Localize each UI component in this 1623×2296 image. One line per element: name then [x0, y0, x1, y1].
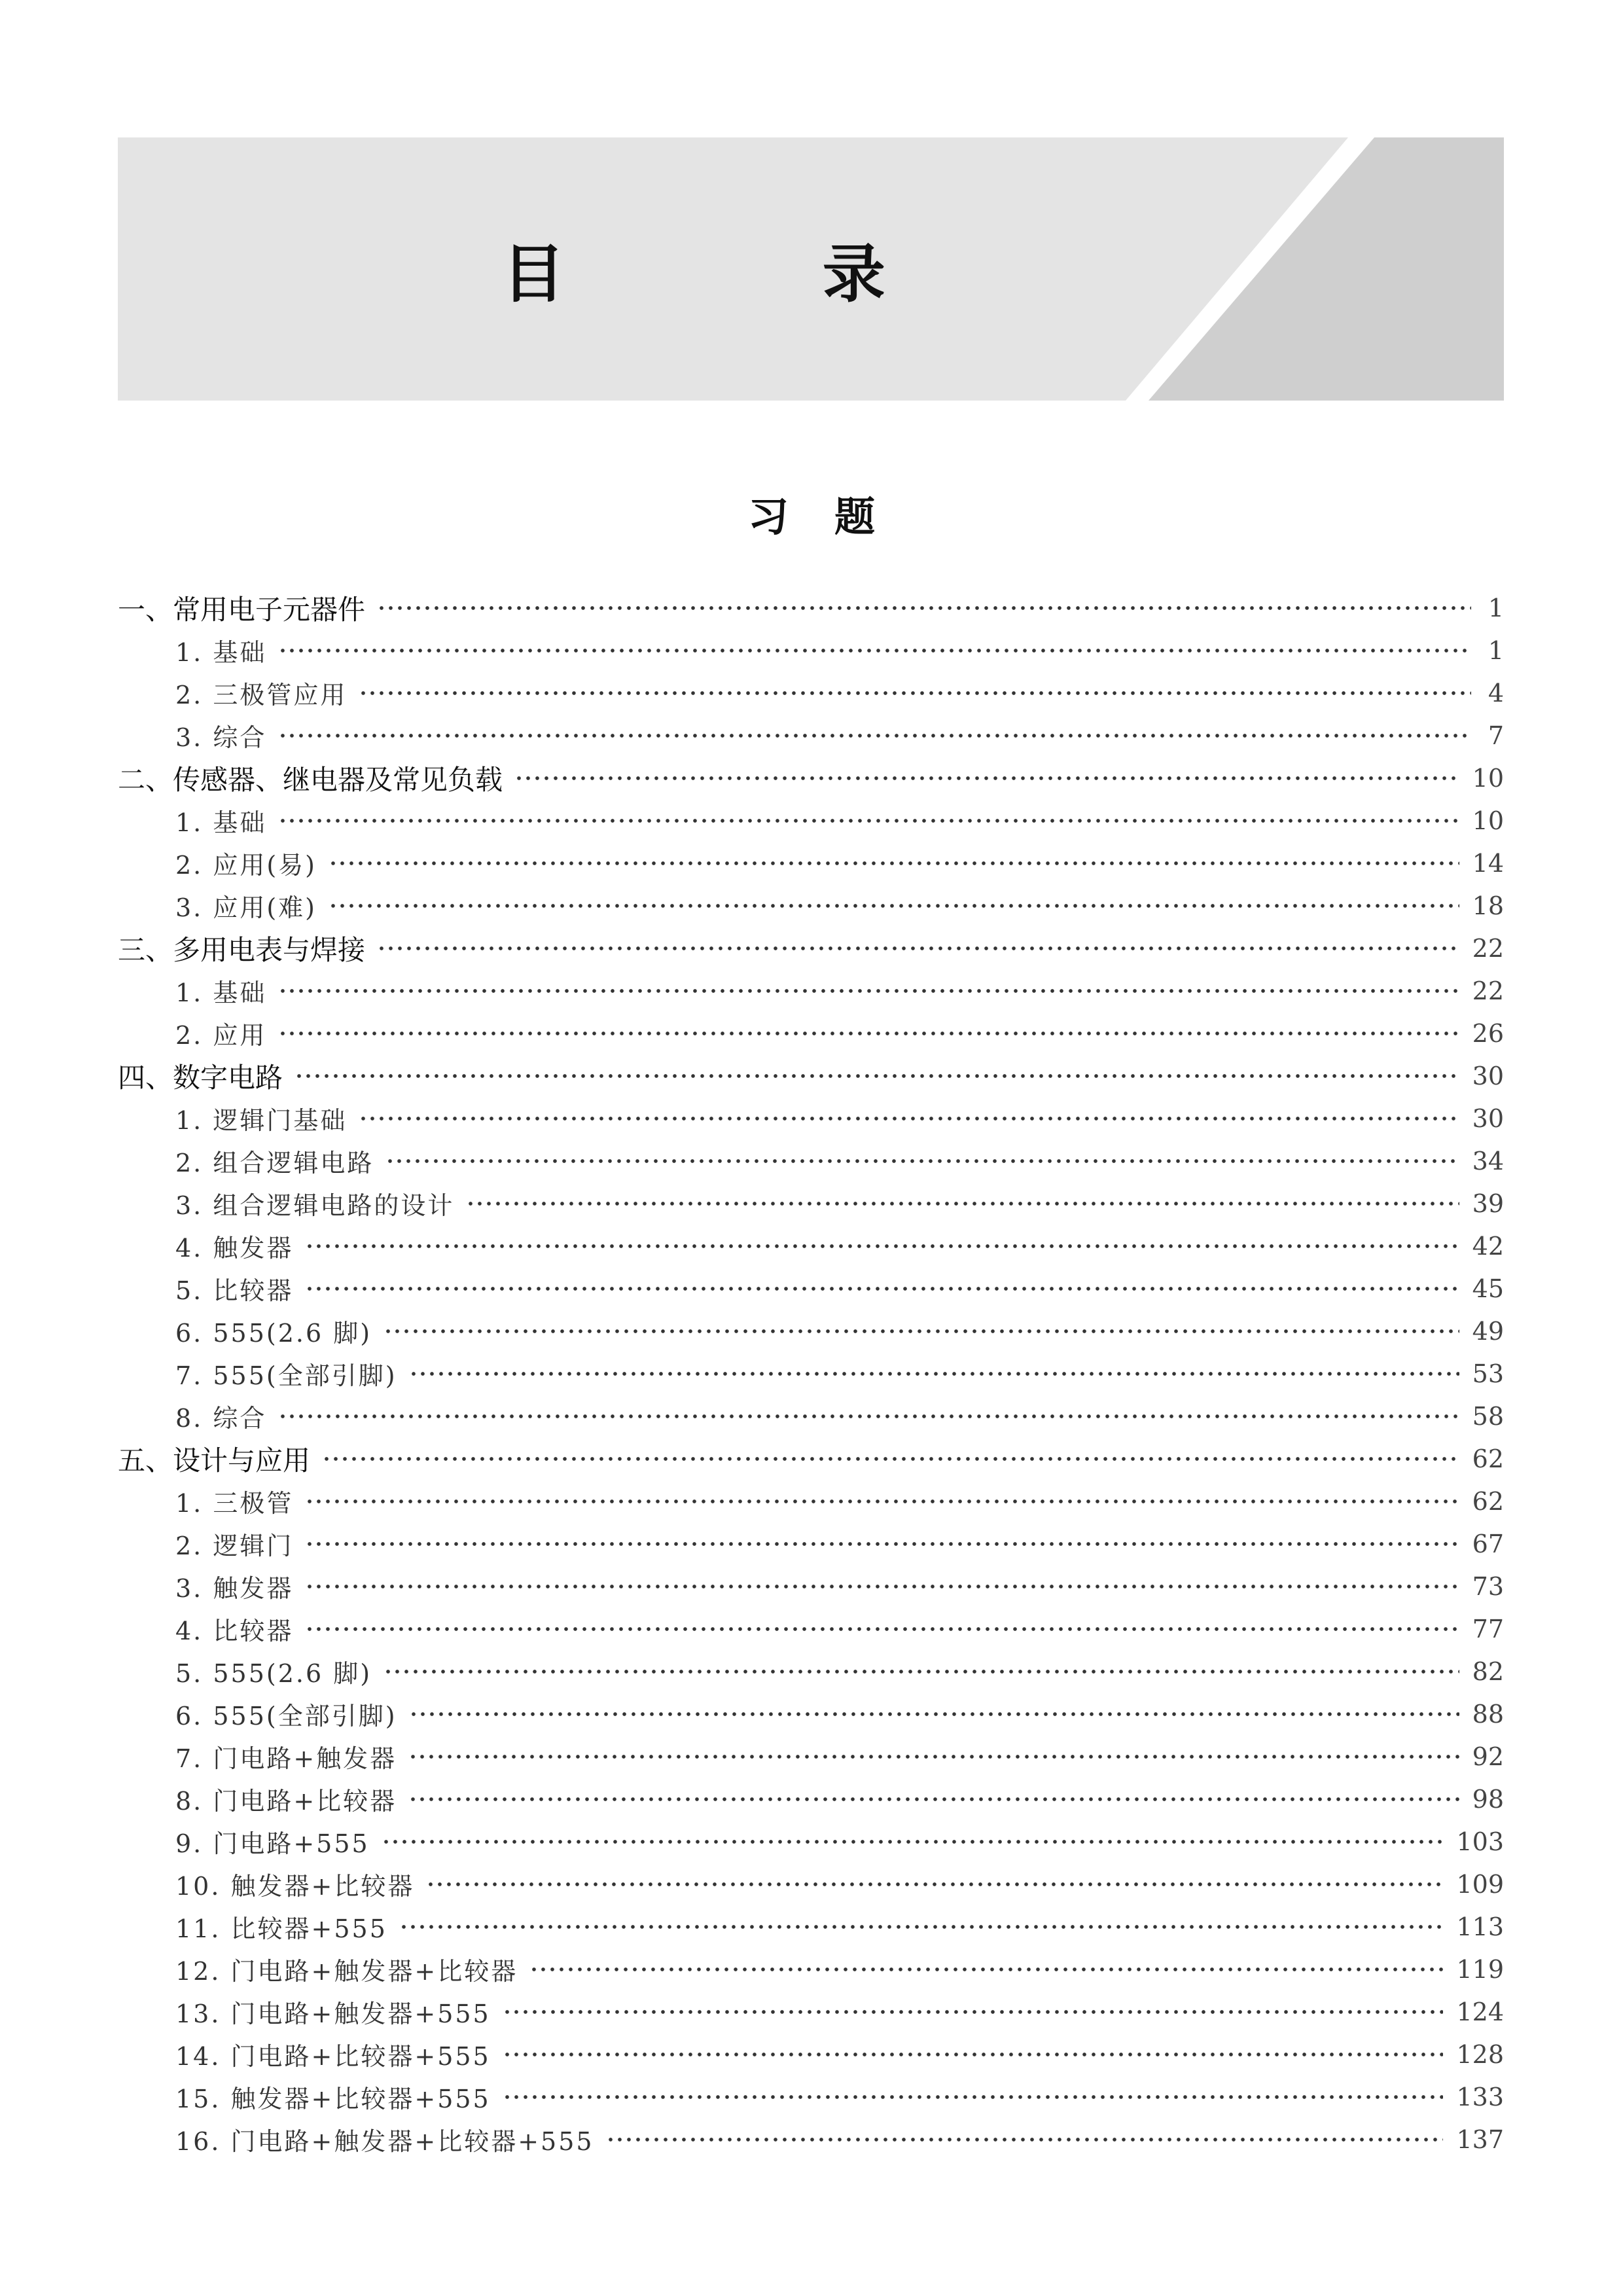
toc-entry-page-number: 18 — [1472, 891, 1504, 920]
toc-entry[interactable] — [118, 1990, 1504, 2033]
toc-entry[interactable] — [118, 1948, 1504, 1990]
toc-entry[interactable] — [118, 1522, 1504, 1565]
dot-leader — [503, 2094, 1444, 2100]
toc-entry-label: 3. 组合逻辑电路的设计 — [175, 1191, 455, 1220]
toc-entry-page-number: 53 — [1472, 1359, 1504, 1388]
toc-entry-page-number: 39 — [1472, 1189, 1504, 1218]
toc-entry-label: 一、常用电子元器件 — [118, 593, 366, 626]
toc-entry-page-number: 88 — [1472, 1699, 1504, 1729]
dot-leader — [322, 1456, 1459, 1462]
toc-entry[interactable] — [118, 1905, 1504, 1948]
toc-entry-label: 1. 基础 — [175, 978, 267, 1007]
toc-entry-page-number: 30 — [1472, 1103, 1504, 1133]
toc-entry-label: 1. 基础 — [175, 638, 267, 667]
dot-leader — [278, 732, 1471, 739]
toc-entry[interactable] — [118, 2075, 1504, 2118]
toc-chapter-entry[interactable] — [118, 1437, 1504, 1480]
toc-entry[interactable] — [118, 1693, 1504, 1735]
toc-entry-page-number: 62 — [1472, 1444, 1504, 1473]
toc-entry[interactable] — [118, 1097, 1504, 1139]
dot-leader — [305, 1498, 1459, 1505]
dot-leader — [408, 1796, 1459, 1803]
dot-leader — [529, 1966, 1443, 1973]
dot-leader — [329, 860, 1459, 867]
toc-entry[interactable] — [118, 629, 1504, 672]
dot-leader — [359, 1115, 1459, 1122]
toc-entry-page-number: 22 — [1472, 976, 1504, 1005]
dot-leader — [278, 817, 1459, 824]
dot-leader — [385, 1158, 1459, 1164]
dot-leader — [409, 1711, 1459, 1717]
toc-entry-label: 1. 逻辑门基础 — [175, 1106, 348, 1135]
dot-leader — [408, 1753, 1459, 1760]
dot-leader — [383, 1668, 1459, 1675]
toc-entry-page-number: 1 — [1488, 593, 1504, 622]
toc-entry-label: 2. 应用(易) — [175, 851, 317, 880]
toc-entry-page-number: 1 — [1488, 636, 1504, 665]
toc-entry-label: 6. 555(全部引脚) — [175, 1702, 397, 1731]
toc-entry[interactable] — [118, 1310, 1504, 1352]
toc-entry[interactable] — [118, 1778, 1504, 1820]
toc-entry-label: 6. 555(2.6 脚) — [175, 1319, 372, 1348]
dot-leader — [503, 2009, 1444, 2015]
dot-leader — [503, 2051, 1444, 2058]
toc-entry[interactable] — [118, 672, 1504, 714]
toc-entry-page-number: 7 — [1488, 721, 1504, 750]
toc-entry-label: 7. 555(全部引脚) — [175, 1361, 397, 1390]
dot-leader — [606, 2136, 1444, 2143]
section-title: 习题 — [747, 493, 921, 541]
toc-entry-label: 3. 应用(难) — [175, 893, 317, 922]
toc-entry-page-number: 82 — [1472, 1657, 1504, 1686]
toc-entry[interactable] — [118, 1565, 1504, 1607]
dot-leader — [377, 605, 1471, 611]
toc-entry-label: 9. 门电路+555 — [175, 1829, 370, 1858]
toc-entry[interactable] — [118, 1650, 1504, 1693]
toc-entry-page-number: 4 — [1488, 678, 1504, 708]
dot-leader — [409, 1371, 1459, 1377]
toc-entry-page-number: 49 — [1472, 1316, 1504, 1346]
toc-entry-page-number: 30 — [1472, 1061, 1504, 1090]
toc-entry[interactable] — [118, 1480, 1504, 1522]
toc-entry[interactable] — [118, 1735, 1504, 1778]
toc-entry-page-number: 92 — [1472, 1742, 1504, 1771]
toc-entry-page-number: 67 — [1472, 1529, 1504, 1558]
dot-leader — [377, 945, 1459, 952]
toc-entry-page-number: 10 — [1472, 806, 1504, 835]
dot-leader — [305, 1243, 1459, 1249]
toc-entry-page-number: 77 — [1472, 1614, 1504, 1643]
toc-entry-page-number: 113 — [1456, 1912, 1504, 1941]
dot-leader — [294, 1073, 1459, 1079]
toc-entry-label: 五、设计与应用 — [118, 1444, 311, 1477]
toc-entry-label: 二、传感器、继电器及常见负载 — [118, 763, 503, 796]
dot-leader — [426, 1881, 1443, 1888]
toc-entry-page-number: 58 — [1472, 1401, 1504, 1431]
toc-entry-label: 2. 组合逻辑电路 — [175, 1149, 374, 1177]
toc-entry-label: 7. 门电路+触发器 — [175, 1744, 397, 1773]
dot-leader — [305, 1541, 1459, 1547]
toc-chapter-entry[interactable] — [118, 586, 1504, 629]
toc-entry-label: 2. 逻辑门 — [175, 1532, 294, 1560]
toc-entry-page-number: 62 — [1472, 1486, 1504, 1516]
toc-entry[interactable] — [118, 799, 1504, 842]
toc-entry-label: 15. 触发器+比较器+555 — [175, 2085, 491, 2113]
toc-entry-label: 8. 门电路+比较器 — [175, 1787, 397, 1816]
toc-entry[interactable] — [118, 1182, 1504, 1225]
toc-entry-page-number: 22 — [1472, 933, 1504, 963]
dot-leader — [382, 1839, 1444, 1845]
toc-entry-label: 4. 触发器 — [175, 1234, 294, 1263]
toc-entry[interactable] — [118, 1139, 1504, 1182]
toc-entry-page-number: 137 — [1456, 2125, 1504, 2154]
toc-entry[interactable] — [118, 2118, 1504, 2161]
dot-leader — [305, 1583, 1459, 1590]
toc-entry-label: 1. 基础 — [175, 808, 267, 837]
toc-chapter-entry[interactable] — [118, 927, 1504, 969]
toc-entry-page-number: 34 — [1472, 1146, 1504, 1175]
toc-entry[interactable] — [118, 2033, 1504, 2075]
toc-entry-label: 5. 比较器 — [175, 1276, 294, 1305]
dot-leader — [305, 1626, 1459, 1632]
toc-entry[interactable] — [118, 842, 1504, 884]
toc-entry-page-number: 10 — [1472, 763, 1504, 793]
toc-entry-page-number: 42 — [1472, 1231, 1504, 1261]
dot-leader — [399, 1924, 1444, 1930]
toc-entry-page-number: 98 — [1472, 1784, 1504, 1814]
toc-entry[interactable] — [118, 969, 1504, 1012]
toc-entry-label: 5. 555(2.6 脚) — [175, 1659, 372, 1688]
toc-entry-page-number: 124 — [1456, 1997, 1504, 2026]
dot-leader — [278, 1030, 1459, 1037]
toc-entry[interactable] — [118, 1395, 1504, 1437]
toc-entry[interactable] — [118, 1352, 1504, 1395]
toc-chapter-entry[interactable] — [118, 757, 1504, 799]
dot-leader — [305, 1285, 1459, 1292]
toc-entry-label: 16. 门电路+触发器+比较器+555 — [175, 2127, 594, 2156]
dot-leader — [359, 690, 1471, 696]
toc-entry[interactable] — [118, 1012, 1504, 1054]
dot-leader — [514, 775, 1459, 781]
header-banner — [118, 137, 1504, 401]
toc-entry-page-number: 119 — [1456, 1954, 1504, 1984]
dot-leader — [329, 903, 1459, 909]
toc-entry-page-number: 45 — [1472, 1274, 1504, 1303]
toc-entry[interactable] — [118, 1607, 1504, 1650]
toc-entry-page-number: 103 — [1456, 1827, 1504, 1856]
toc-entry-label: 4. 比较器 — [175, 1617, 294, 1645]
dot-leader — [278, 647, 1471, 654]
toc-entry-page-number: 14 — [1472, 848, 1504, 878]
toc-entry-label: 四、数字电路 — [118, 1061, 283, 1094]
toc-entry-label: 3. 触发器 — [175, 1574, 294, 1603]
dot-leader — [383, 1328, 1459, 1335]
toc-entry-label: 三、多用电表与焊接 — [118, 933, 366, 966]
toc-entry-page-number: 26 — [1472, 1018, 1504, 1048]
toc-entry-page-number: 133 — [1456, 2082, 1504, 2111]
toc-entry[interactable] — [118, 1863, 1504, 1905]
toc-entry[interactable] — [118, 884, 1504, 927]
toc-entry-label: 10. 触发器+比较器 — [175, 1872, 415, 1901]
toc-entry-label: 14. 门电路+比较器+555 — [175, 2042, 491, 2071]
dot-leader — [278, 988, 1459, 994]
toc-entry[interactable] — [118, 1225, 1504, 1267]
dot-leader — [466, 1200, 1459, 1207]
toc-entry[interactable] — [118, 714, 1504, 757]
page-title: 目 录 — [502, 237, 1003, 311]
toc-entry-page-number: 109 — [1456, 1869, 1504, 1899]
toc-entry-label: 12. 门电路+触发器+比较器 — [175, 1957, 518, 1986]
toc-entry-page-number: 128 — [1456, 2039, 1504, 2069]
toc-entry-label: 2. 三极管应用 — [175, 681, 348, 709]
toc-entry-label: 2. 应用 — [175, 1021, 267, 1050]
toc-entry[interactable] — [118, 1267, 1504, 1310]
table-of-contents — [118, 586, 1504, 2161]
dot-leader — [278, 1413, 1459, 1420]
toc-entry-label: 1. 三极管 — [175, 1489, 294, 1518]
toc-entry-page-number: 73 — [1472, 1571, 1504, 1601]
toc-entry-label: 8. 综合 — [175, 1404, 267, 1433]
toc-entry-label: 11. 比较器+555 — [175, 1914, 387, 1943]
toc-chapter-entry[interactable] — [118, 1054, 1504, 1097]
toc-entry-label: 13. 门电路+触发器+555 — [175, 2000, 491, 2028]
toc-entry-label: 3. 综合 — [175, 723, 267, 752]
toc-entry[interactable] — [118, 1820, 1504, 1863]
